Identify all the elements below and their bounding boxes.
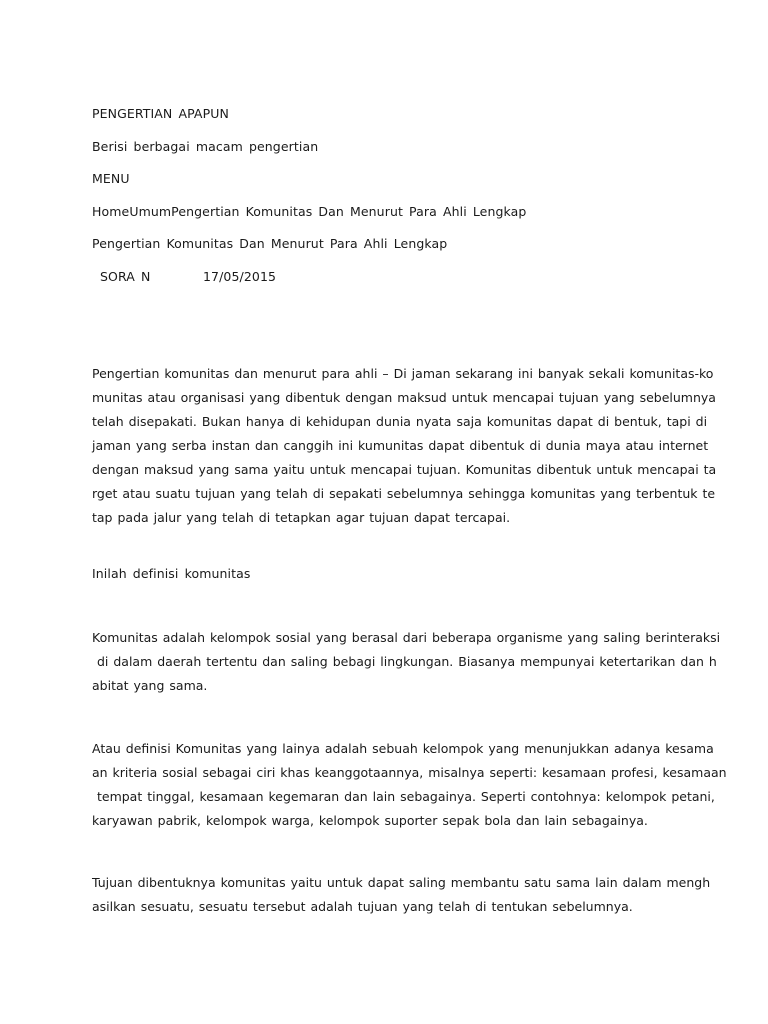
paragraph-line: Komunitas adalah kelompok sosial yang berasal dari beberapa organisme yang saling berinteraksi	[92, 630, 721, 645]
breadcrumb: HomeUmumPengertian Komunitas Dan Menurut Para Ahli Lengkap	[92, 204, 527, 219]
paragraph-alt-definition	[92, 741, 727, 837]
subheading: Inilah definisi komunitas	[92, 566, 251, 581]
paragraph-line: abitat yang sama.	[92, 678, 208, 693]
site-title: PENGERTIAN APAPUN	[92, 106, 229, 121]
paragraph-intro	[92, 366, 717, 534]
paragraph-line: karyawan pabrik, kelompok warga, kelompok suporter sepak bola dan lain sebagainya.	[92, 813, 648, 828]
paragraph-definition	[92, 630, 721, 702]
paragraph-line: di dalam daerah tertentu dan saling bebagi lingkungan. Biasanya mempunyai ketertarikan dan h	[92, 654, 717, 669]
paragraph-line: Tujuan dibentuknya komunitas yaitu untuk dapat saling membantu satu sama lain dalam mengh	[92, 875, 711, 890]
paragraph-line: jaman yang serba instan dan canggih ini kumunitas dapat dibentuk di dunia maya atau internet	[92, 438, 709, 453]
paragraph-line: rget atau suatu tujuan yang telah di sepakati sebelumnya sehingga komunitas yang terbentuk te	[92, 486, 716, 501]
paragraph-line: Pengertian komunitas dan menurut para ahli – Di jaman sekarang ini banyak sekali komunitas-ko	[92, 366, 714, 381]
site-tagline: Berisi berbagai macam pengertian	[92, 139, 319, 154]
paragraph-line: tap pada jalur yang telah di tetapkan agar tujuan dapat tercapai.	[92, 510, 511, 525]
paragraph-line: asilkan sesuatu, sesuatu tersebut adalah tujuan yang telah di tentukan sebelumnya.	[92, 899, 633, 914]
article-author: SORA N	[100, 269, 151, 284]
paragraph-line: tempat tinggal, kesamaan kegemaran dan lain sebagainya. Seperti contohnya: kelompok petani,	[92, 789, 715, 804]
paragraph-line: Atau definisi Komunitas yang lainya adalah sebuah kelompok yang menunjukkan adanya kesama	[92, 741, 714, 756]
paragraph-purpose	[92, 875, 711, 923]
article-title: Pengertian Komunitas Dan Menurut Para Ahli Lengkap	[92, 236, 448, 251]
article-date: 17/05/2015	[203, 269, 277, 284]
paragraph-line: telah disepakati. Bukan hanya di kehidupan dunia nyata saja komunitas dapat di bentuk, tapi di	[92, 414, 708, 429]
paragraph-line: dengan maksud yang sama yaitu untuk mencapai tujuan. Komunitas dibentuk untuk mencapai ta	[92, 462, 717, 477]
paragraph-line: munitas atau organisasi yang dibentuk dengan maksud untuk mencapai tujuan yang sebelumnya	[92, 390, 716, 405]
paragraph-line: an kriteria sosial sebagai ciri khas keanggotaannya, misalnya seperti: kesamaan profesi, kesamaan	[92, 765, 727, 780]
menu-label: MENU	[92, 171, 130, 186]
